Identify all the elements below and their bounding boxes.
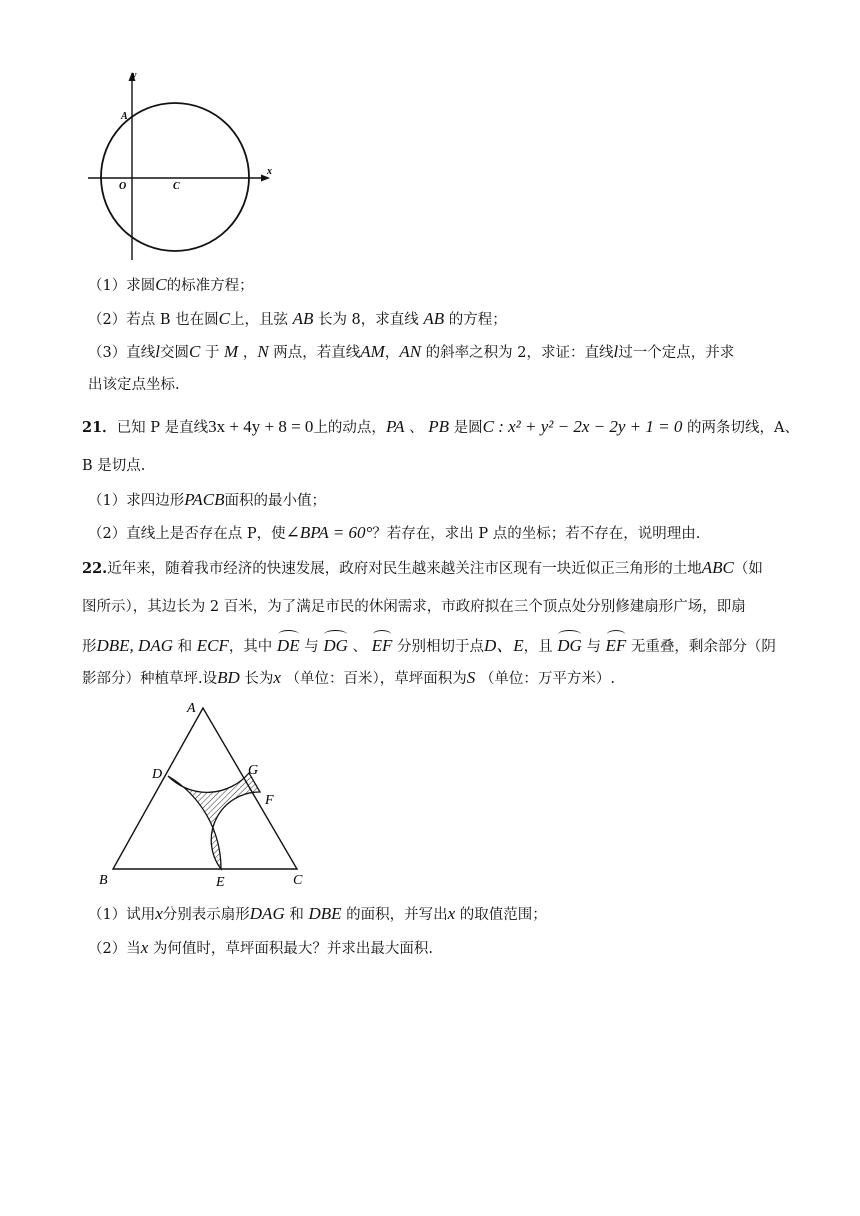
label-a: A <box>187 701 196 716</box>
q21-part2: （2）直线上是否存在点 P，使∠BPA = 60°？若存在，求出 P 点的坐标；若不存在，说明理由. <box>88 523 701 542</box>
label-g: G <box>248 763 259 778</box>
q21-part1: （1）求四边形PACB面积的最小值； <box>88 490 327 509</box>
q20-part3-line1: （3）直线l交圆C 于 M ，N 两点，若直线AM，AN 的斜率之积为 2，求证：直线l过一个定点，并求 <box>88 342 735 361</box>
q21-stem-line1: 21．已知 P 是直线3x + 4y + 8 = 0上的动点，PA 、 PB 是圆C : x² + y² − 2x − 2y + 1 = 0 的两条切线，A、 <box>82 417 799 436</box>
q22-part1: （1）试用x分别表示扇形DAG 和 DBE 的面积，并写出x 的取值范围； <box>88 904 547 923</box>
label-c: C <box>173 181 180 192</box>
triangle-figure <box>94 696 314 890</box>
label-y: y <box>132 70 137 81</box>
circle-figure <box>84 66 280 262</box>
label-x: x <box>267 166 272 177</box>
label-f: F <box>265 793 274 808</box>
label-b: B <box>99 873 108 888</box>
lawn-shaded-region <box>168 773 260 869</box>
label-c: C <box>293 873 303 888</box>
q20-part2: （2）若点 B 也在圆C上，且弦 AB 长为 8，求直线 AB 的方程； <box>88 309 507 328</box>
q22-stem-line3: 形DBE, DAG 和 ECF，其中 DE 与 DG 、 EF 分别相切于点D、E，且 DG 与 EF 无重叠，剩余部分（阴 <box>82 633 776 657</box>
q21-stem-line2: B 是切点. <box>82 458 146 474</box>
q22-stem-line2: 图所示），其边长为 2 百米，为了满足市民的休闲需求，市政府拟在三个顶点处分别修建扇形广场，即扇 <box>82 599 746 615</box>
triangle-abc <box>113 708 297 869</box>
circle-c <box>101 103 249 251</box>
label-a: A <box>121 111 128 122</box>
label-d: D <box>152 767 163 782</box>
q20-part1: （1）求圆C的标准方程； <box>88 275 254 294</box>
q22-stem-line1: 22.近年来，随着我市经济的快速发展，政府对民生越来越关注市区现有一块近似正三角形的土地ABC（如 <box>82 558 763 577</box>
label-o: O <box>119 181 127 192</box>
q20-part3-line2: 出该定点坐标. <box>88 377 180 393</box>
q22-stem-line4: 影部分）种植草坪.设BD 长为x （单位：百米），草坪面积为S （单位：万平方米）. <box>82 668 616 687</box>
q22-part2: （2）当x 为何值时，草坪面积最大？并求出最大面积. <box>88 938 433 957</box>
label-e: E <box>216 875 225 890</box>
